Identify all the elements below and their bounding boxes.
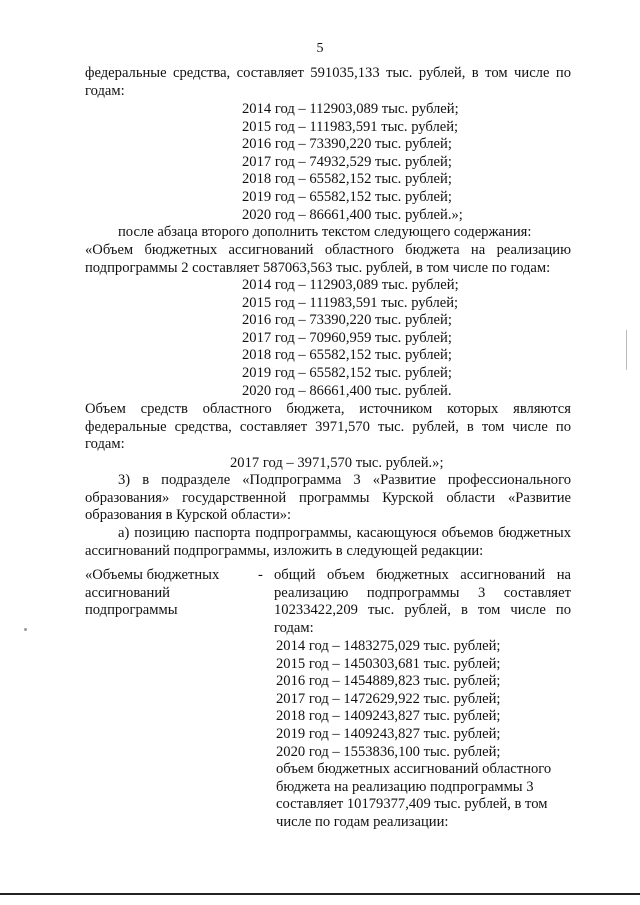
- list-item: 2019 год – 65582,152 тыс. рублей;: [242, 364, 452, 381]
- list-item: 2017 год – 74932,529 тыс. рублей;: [242, 153, 452, 170]
- list-item: 2017 год – 70960,959 тыс. рублей;: [242, 329, 452, 346]
- year-list-3: [276, 638, 500, 761]
- year-list-1: [242, 101, 463, 224]
- list-item: 2018 год – 65582,152 тыс. рублей;: [242, 347, 452, 364]
- passport-right-regional: объем бюджетных ассигнований областного бюджета на реализацию подпрограммы 3 составляет 10179377,409 тыс. рублей, в том числе по годам реализации:: [276, 761, 552, 830]
- list-item: 2015 год – 111983,591 тыс. рублей;: [242, 118, 459, 135]
- list-item: 2014 год – 112903,089 тыс. рублей;: [242, 101, 459, 117]
- list-item: 2020 год – 86661,400 тыс. рублей.: [242, 382, 452, 399]
- year-list-2: [242, 277, 459, 400]
- scan-edge-mark: [626, 330, 627, 370]
- list-item: 2020 год – 86661,400 тыс. рублей.»;: [242, 206, 463, 223]
- list-item: 2018 год – 1409243,827 тыс. рублей;: [276, 708, 501, 725]
- scan-dot: [24, 628, 27, 631]
- paragraph-subprogram-2: «Объем бюджетных ассигнований областного бюджета на реализацию подпрограммы 2 составляет 587063,563 тыс. рублей, в том числе по годам:: [85, 242, 571, 276]
- paragraph-insert-text: после абзаца второго дополнить текстом следующего содержания:: [118, 224, 532, 240]
- scan-bottom-edge: [0, 893, 640, 895]
- list-item: 2019 год – 1409243,827 тыс. рублей;: [276, 725, 501, 742]
- list-item: 2015 год – 1450303,681 тыс. рублей;: [276, 655, 501, 672]
- list-item: 2016 год – 1454889,823 тыс. рублей;: [276, 673, 501, 690]
- list-item: 2014 год – 112903,089 тыс. рублей;: [242, 277, 459, 293]
- paragraph-passport-position: а) позицию паспорта подпрограммы, касающуюся объемов бюджетных ассигнований подпрограммы, изложить в следующей редакции:: [85, 525, 571, 559]
- list-item: 2016 год – 73390,220 тыс. рублей;: [242, 136, 452, 153]
- line-2017: 2017 год – 3971,570 тыс. рублей.»;: [230, 455, 444, 471]
- paragraph-regional-funds: Объем средств областного бюджета, источником которых являются федеральные средства, составляет 3971,570 тыс. рублей, в том числе по годам:: [85, 401, 571, 453]
- passport-dash: -: [258, 567, 263, 583]
- paragraph-federal-funds: федеральные средства, составляет 591035,133 тыс. рублей, в том числе по годам:: [85, 65, 571, 99]
- list-item: 2014 год – 1483275,029 тыс. рублей;: [276, 638, 501, 654]
- passport-left-label: «Объемы бюджетных ассигнований подпрограммы: [85, 567, 220, 619]
- passport-right-total: общий объем бюджетных ассигнований на реализацию подпрограммы 3 составляет 10233422,209 тыс. рублей, в том числе по годам:: [274, 567, 571, 636]
- page-number: 5: [316, 41, 324, 56]
- list-item: 2019 год – 65582,152 тыс. рублей;: [242, 188, 452, 205]
- list-item: 2018 год – 65582,152 тыс. рублей;: [242, 171, 452, 188]
- list-item: 2015 год – 111983,591 тыс. рублей;: [242, 294, 459, 311]
- list-item: 2017 год – 1472629,922 тыс. рублей;: [276, 690, 501, 707]
- list-item: 2016 год – 73390,220 тыс. рублей;: [242, 312, 452, 329]
- paragraph-subsection-3: 3) в подразделе «Подпрограмма 3 «Развитие профессионального образования» государственной программы Курской области «Развитие образования в Курской области»:: [85, 472, 571, 524]
- list-item: 2020 год – 1553836,100 тыс. рублей;: [276, 743, 501, 760]
